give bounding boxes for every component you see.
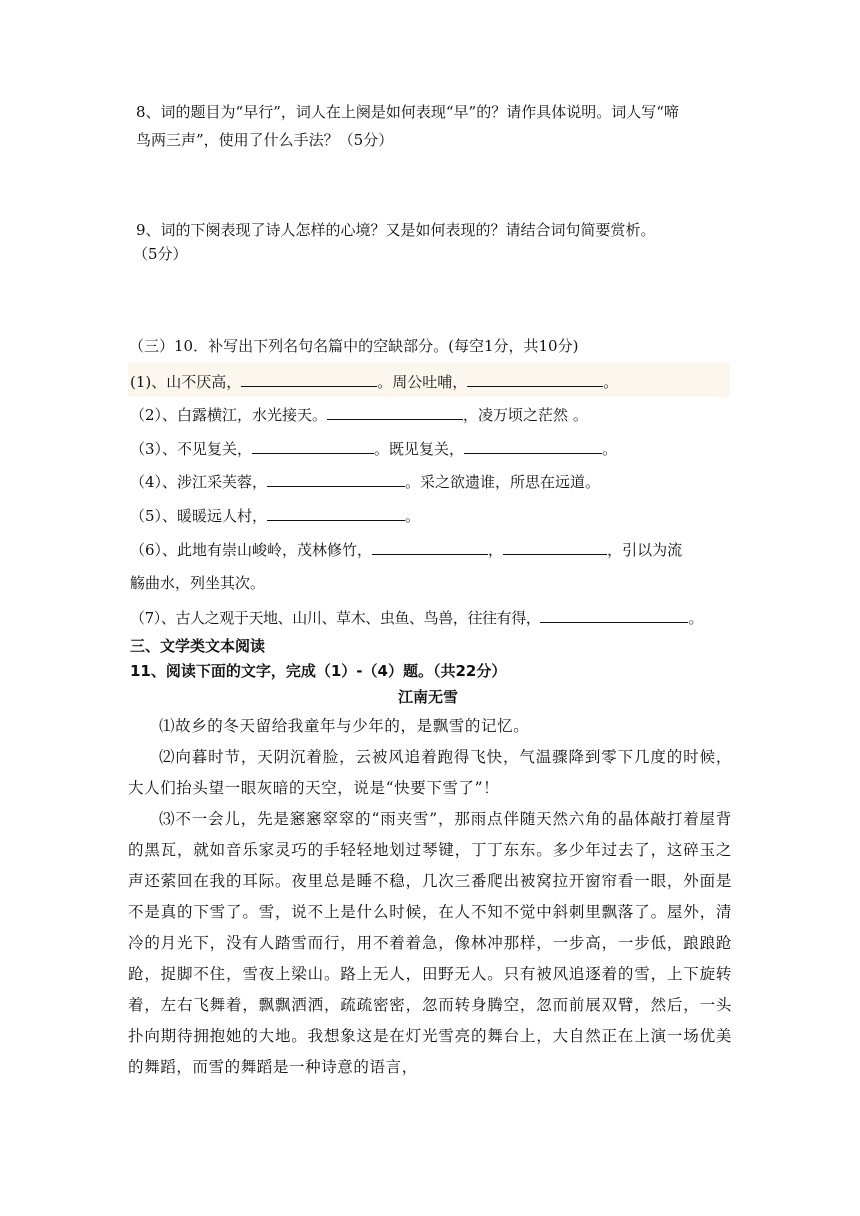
fill-item-text: 。周公吐哺， <box>377 373 468 391</box>
answer-blank[interactable] <box>241 372 377 387</box>
answer-blank[interactable] <box>267 472 405 487</box>
fill-item-4 <box>130 472 600 492</box>
section-3-heading: 三、文学类文本阅读 <box>130 637 266 655</box>
passage-body <box>128 711 732 1083</box>
answer-blank[interactable] <box>327 405 463 420</box>
passage-paragraph-2: ⑵向暮时节，天阴沉着脸，云被风追着跑得飞快，气温骤降到零下几度的时候，大人们抬头望一眼灰暗的天空，说是“快要下雪了”！ <box>128 748 732 797</box>
fill-item-text: 。既见复关， <box>374 440 465 458</box>
question-8-line2: 鸟两三声”，使用了什么手法？（5分） <box>136 131 394 149</box>
fill-item-text: (1)、山不厌高， <box>130 373 242 391</box>
fill-item-text: 。采之欲遗谁，所思在远道。 <box>405 473 601 491</box>
fill-item-text: 。 <box>602 440 618 458</box>
fill-item-text: ，引以为流 <box>607 541 683 559</box>
fill-item-5 <box>130 506 420 526</box>
fill-item-7 <box>130 608 703 628</box>
answer-blank[interactable] <box>252 439 374 454</box>
question-9-line1: 9、词的下阕表现了诗人怎样的心境？又是如何表现的？请结合词句简要赏析。 <box>136 221 656 239</box>
fill-item-text: （4）、涉江采芙蓉， <box>130 473 268 491</box>
fill-item-text: （7）、古人之观于天地、山川、草木、虫鱼、鸟兽，往往有得， <box>130 609 541 627</box>
answer-blank[interactable] <box>372 540 488 555</box>
answer-blank[interactable] <box>503 540 607 555</box>
fill-item-text: （3）、不见复关， <box>130 440 253 458</box>
fill-item-2 <box>130 405 588 425</box>
passage-paragraph-3: ⑶不一会儿，先是窸窸窣窣的“雨夹雪”，那雨点伴随天然六角的晶体敲打着屋背的黑瓦，就如音乐家灵巧的手轻轻地划过琴键，丁丁东东。多少年过去了，这碎玉之声还萦回在我的耳际。夜里总是睡不稳，几次三番爬出被窝拉开窗帘看一眼，外面是不是真的下雪了。雪，说不上是什么时候，在人不知不觉中斜刺里飘落了。屋外，清冷的月光下，没有人踏雪而行，用不着着急，像林冲那样，一步高，一步低，踉踉跄跄，捉脚不住，雪夜上梁山。路上无人，田野无人。只有被风追逐着的雪，上下旋转着，左右飞舞着，飘飘洒洒，疏疏密密，忽而转身腾空，忽而前展双臂，然后，一头扑向期待拥抱她的大地。我想象这是在灯光雪亮的舞台上，大自然正在上演一场优美的舞蹈，而雪的舞蹈是一种诗意的语言， <box>128 810 732 1076</box>
fill-item-text: （6）、此地有崇山峻岭，茂林修竹， <box>130 541 373 559</box>
fill-item-text: 。 <box>603 373 619 391</box>
question-10-heading: （三）10．补写出下列名句名篇中的空缺部分。(每空1分，共10分) <box>129 337 579 355</box>
fill-item-6 <box>130 540 682 560</box>
fill-item-text: 。 <box>405 507 421 525</box>
fill-item-3 <box>130 439 617 459</box>
fill-item-text: 。 <box>688 609 704 627</box>
fill-item-text: ， <box>488 541 504 559</box>
passage-title: 江南无雪 <box>398 688 459 706</box>
fill-item-text: （5）、暖暖远人村， <box>130 507 268 525</box>
fill-item-6-continued: 觞曲水，列坐其次。 <box>130 574 266 592</box>
question-11-heading: 11、阅读下面的文字，完成（1）-（4）题。（共22分） <box>130 662 507 680</box>
fill-item-1 <box>130 372 618 392</box>
fill-item-text: ，凌万顷之茫然 。 <box>463 406 588 424</box>
passage-paragraph-1: ⑴故乡的冬天留给我童年与少年的，是飘雪的记忆。 <box>159 717 530 735</box>
question-9-line2: （5分） <box>133 245 188 263</box>
question-8-line1: 8、词的题目为“早行”，词人在上阕是如何表现“早”的？请作具体说明。词人写“啼 <box>136 103 679 121</box>
answer-blank[interactable] <box>267 506 405 521</box>
answer-blank[interactable] <box>540 608 688 623</box>
answer-blank[interactable] <box>464 439 602 454</box>
fill-item-text: （2）、白露横江，水光接天。 <box>130 406 328 424</box>
answer-blank[interactable] <box>467 372 603 387</box>
